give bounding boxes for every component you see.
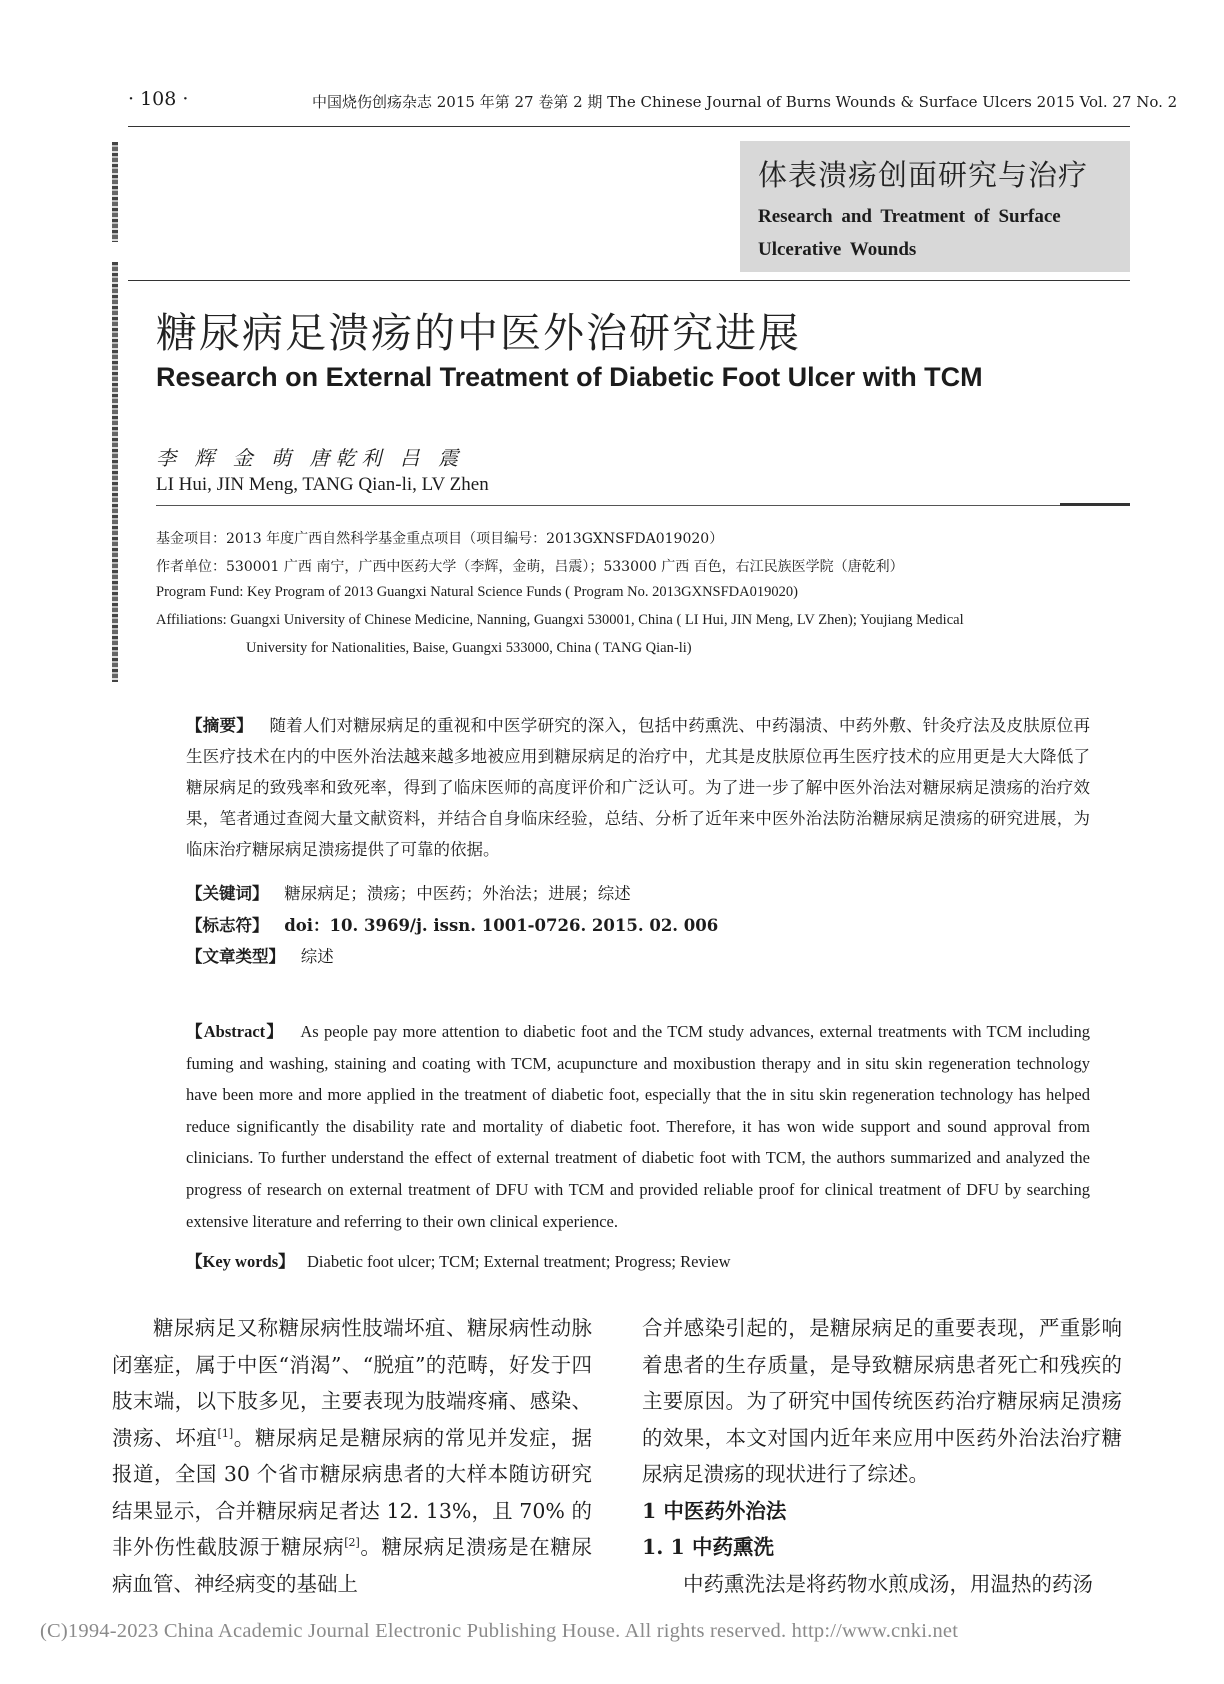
- affiliation-en-line2: University for Nationalities, Baise, Guangxi 533000, China ( TANG Qian-li): [246, 640, 692, 656]
- author-rule-accent: [1060, 503, 1130, 506]
- keywords-cn-label: 【关键词】: [186, 884, 269, 903]
- section-heading-1: 1 中医药外治法: [642, 1498, 787, 1523]
- abstract-en-text: As people pay more attention to diabetic foot and the TCM study advances, external treatments with TCM including fuming and washing, staining and coating with TCM, acupuncture and moxibustion therapy and in situ skin regeneration technology have been more and more applied in the treatment of diabetic foot, especially that the in situ skin regeneration technology has helped reduce significantly the disability rate and mortality of diabetic foot. Therefore, it has won wide support and sound approval from clinicians. To further understand the effect of external treatment of diabetic foot with TCM, the authors summarized and analyzed the progress of research on external treatment of DFU with TCM and provided reliable proof for clinical treatment of DFU by searching extensive literature and referring to their own clinical experience.: [186, 1022, 1090, 1231]
- abstract-en: [186, 1016, 1090, 1237]
- doi-value: doi：10. 3969/j. issn. 1001-0726. 2015. 02. 006: [284, 916, 719, 935]
- body-paragraph: 合并感染引起的，是糖尿病足的重要表现，严重影响着患者的生存质量，是导致糖尿病患者死亡和残疾的主要原因。为了研究中国传统医药治疗糖尿病足溃疡的效果，本文对国内近年来应用中医药外治法治疗糖尿病足溃疡的现状进行了综述。: [642, 1316, 1122, 1486]
- abstract-cn: [186, 710, 1090, 865]
- keywords-en-label: 【Key words】: [186, 1252, 295, 1271]
- body-text-part: 。糖尿病足溃疡是在糖尿病血管、神经病变的基础上: [112, 1535, 592, 1596]
- running-header: 中国烧伤创疡杂志 2015 年第 27 卷第 2 期 The Chinese Journal of Burns Wounds & Surface Ulcers 2015 Vol. 27 No. 2: [312, 93, 1178, 111]
- article-type-value: 综述: [300, 947, 334, 966]
- body-right-column: [642, 1310, 1122, 1602]
- doi-line: [186, 912, 718, 936]
- title-rule: [128, 280, 1130, 281]
- keywords-cn-line: [186, 880, 631, 904]
- authors-cn: 李 辉 金 萌 唐乾利 吕 震: [156, 446, 465, 470]
- copyright-footer: (C)1994-2023 China Academic Journal Electronic Publishing House. All rights reserved. http://www.cnki.net: [40, 1620, 959, 1642]
- section-title-cn: 体表溃疡创面研究与治疗: [758, 158, 1089, 192]
- body-left-column: [112, 1310, 592, 1602]
- fund-en: Program Fund: Key Program of 2013 Guangxi Natural Science Funds ( Program No. 2013GXNSFDA019020): [156, 584, 798, 600]
- affiliation-cn: 作者单位：530001 广西 南宁，广西中医药大学（李辉，金萌，吕震）；533000 广西 百色，右江民族医学院（唐乾利）: [156, 559, 904, 575]
- authors-en: LI Hui, JIN Meng, TANG Qian-li, LV Zhen: [156, 474, 489, 495]
- body-paragraph: 中药熏洗法是将药物水煎成汤，用温热的药汤: [683, 1571, 1093, 1596]
- article-title-cn: 糖尿病足溃疡的中医外治研究进展: [156, 309, 801, 357]
- doi-label: 【标志符】: [186, 916, 269, 935]
- section-title-en-line1: Research and Treatment of Surface: [758, 206, 1061, 227]
- abstract-en-label: 【Abstract】: [186, 1022, 285, 1041]
- body-paragraph: [112, 1310, 592, 1602]
- keywords-en-line: [186, 1248, 731, 1272]
- section-title-en-line2: Ulcerative Wounds: [758, 239, 917, 260]
- body-text-part: 糖尿病足又称糖尿病性肢端坏疽、糖尿病性动脉闭塞症，属于中医“消渴”、“脱疽”的范畴，好发于四肢末端，以下肢多见，主要表现为肢端疼痛、感染、溃疡、坏疽: [112, 1316, 592, 1450]
- affiliation-en-line1: Affiliations: Guangxi University of Chinese Medicine, Nanning, Guangxi 530001, China ( LI Hui, JIN Meng, LV Zhen); Youjiang Medical: [156, 612, 964, 628]
- scan-margin-mark: [112, 142, 118, 242]
- scan-margin-mark: [112, 262, 118, 682]
- citation-ref: [1]: [217, 1426, 234, 1440]
- author-rule: [156, 505, 1130, 506]
- article-type-line: [186, 943, 334, 967]
- fund-cn: 基金项目：2013 年度广西自然科学基金重点项目（项目编号：2013GXNSFDA019020）: [156, 531, 724, 547]
- page-number: · 108 ·: [128, 88, 189, 110]
- citation-ref: [2]: [344, 1536, 360, 1550]
- article-title-en: Research on External Treatment of Diabetic Foot Ulcer with TCM: [156, 362, 983, 392]
- abstract-cn-label: 【摘要】: [186, 716, 253, 735]
- article-type-label: 【文章类型】: [186, 947, 285, 966]
- keywords-cn: 糖尿病足；溃疡；中医药；外治法；进展；综述: [284, 884, 631, 903]
- abstract-cn-text: 随着人们对糖尿病足的重视和中医学研究的深入，包括中药熏洗、中药溻渍、中药外敷、针灸疗法及皮肤原位再生医疗技术在内的中医外治法越来越多地被应用到糖尿病足的治疗中，尤其是皮肤原位再生医疗技术的应用更是大大降低了糖尿病足的致残率和致死率，得到了临床医师的高度评价和广泛认可。为了进一步了解中医外治法对糖尿病足溃疡的治疗效果，笔者通过查阅大量文献资料，并结合自身临床经验，总结、分析了近年来中医外治法防治糖尿病足溃疡的研究进展，为临床治疗糖尿病足溃疡提供了可靠的依据。: [186, 716, 1090, 859]
- keywords-en: Diabetic foot ulcer; TCM; External treatment; Progress; Review: [307, 1252, 731, 1271]
- header-rule: [128, 126, 1130, 127]
- section-heading-1-1: 1. 1 中药熏洗: [642, 1535, 774, 1559]
- body-text-part: 。糖尿病足是糖尿病的常见并发症，据报道，全国 30 个省市糖尿病患者的大样本随访研究结果显示，合并糖尿病足者达 12. 13%，且 70% 的非外伤性截肢源于糖尿病: [112, 1425, 592, 1559]
- section-box: [740, 141, 1130, 272]
- section-title-en: [758, 200, 1112, 266]
